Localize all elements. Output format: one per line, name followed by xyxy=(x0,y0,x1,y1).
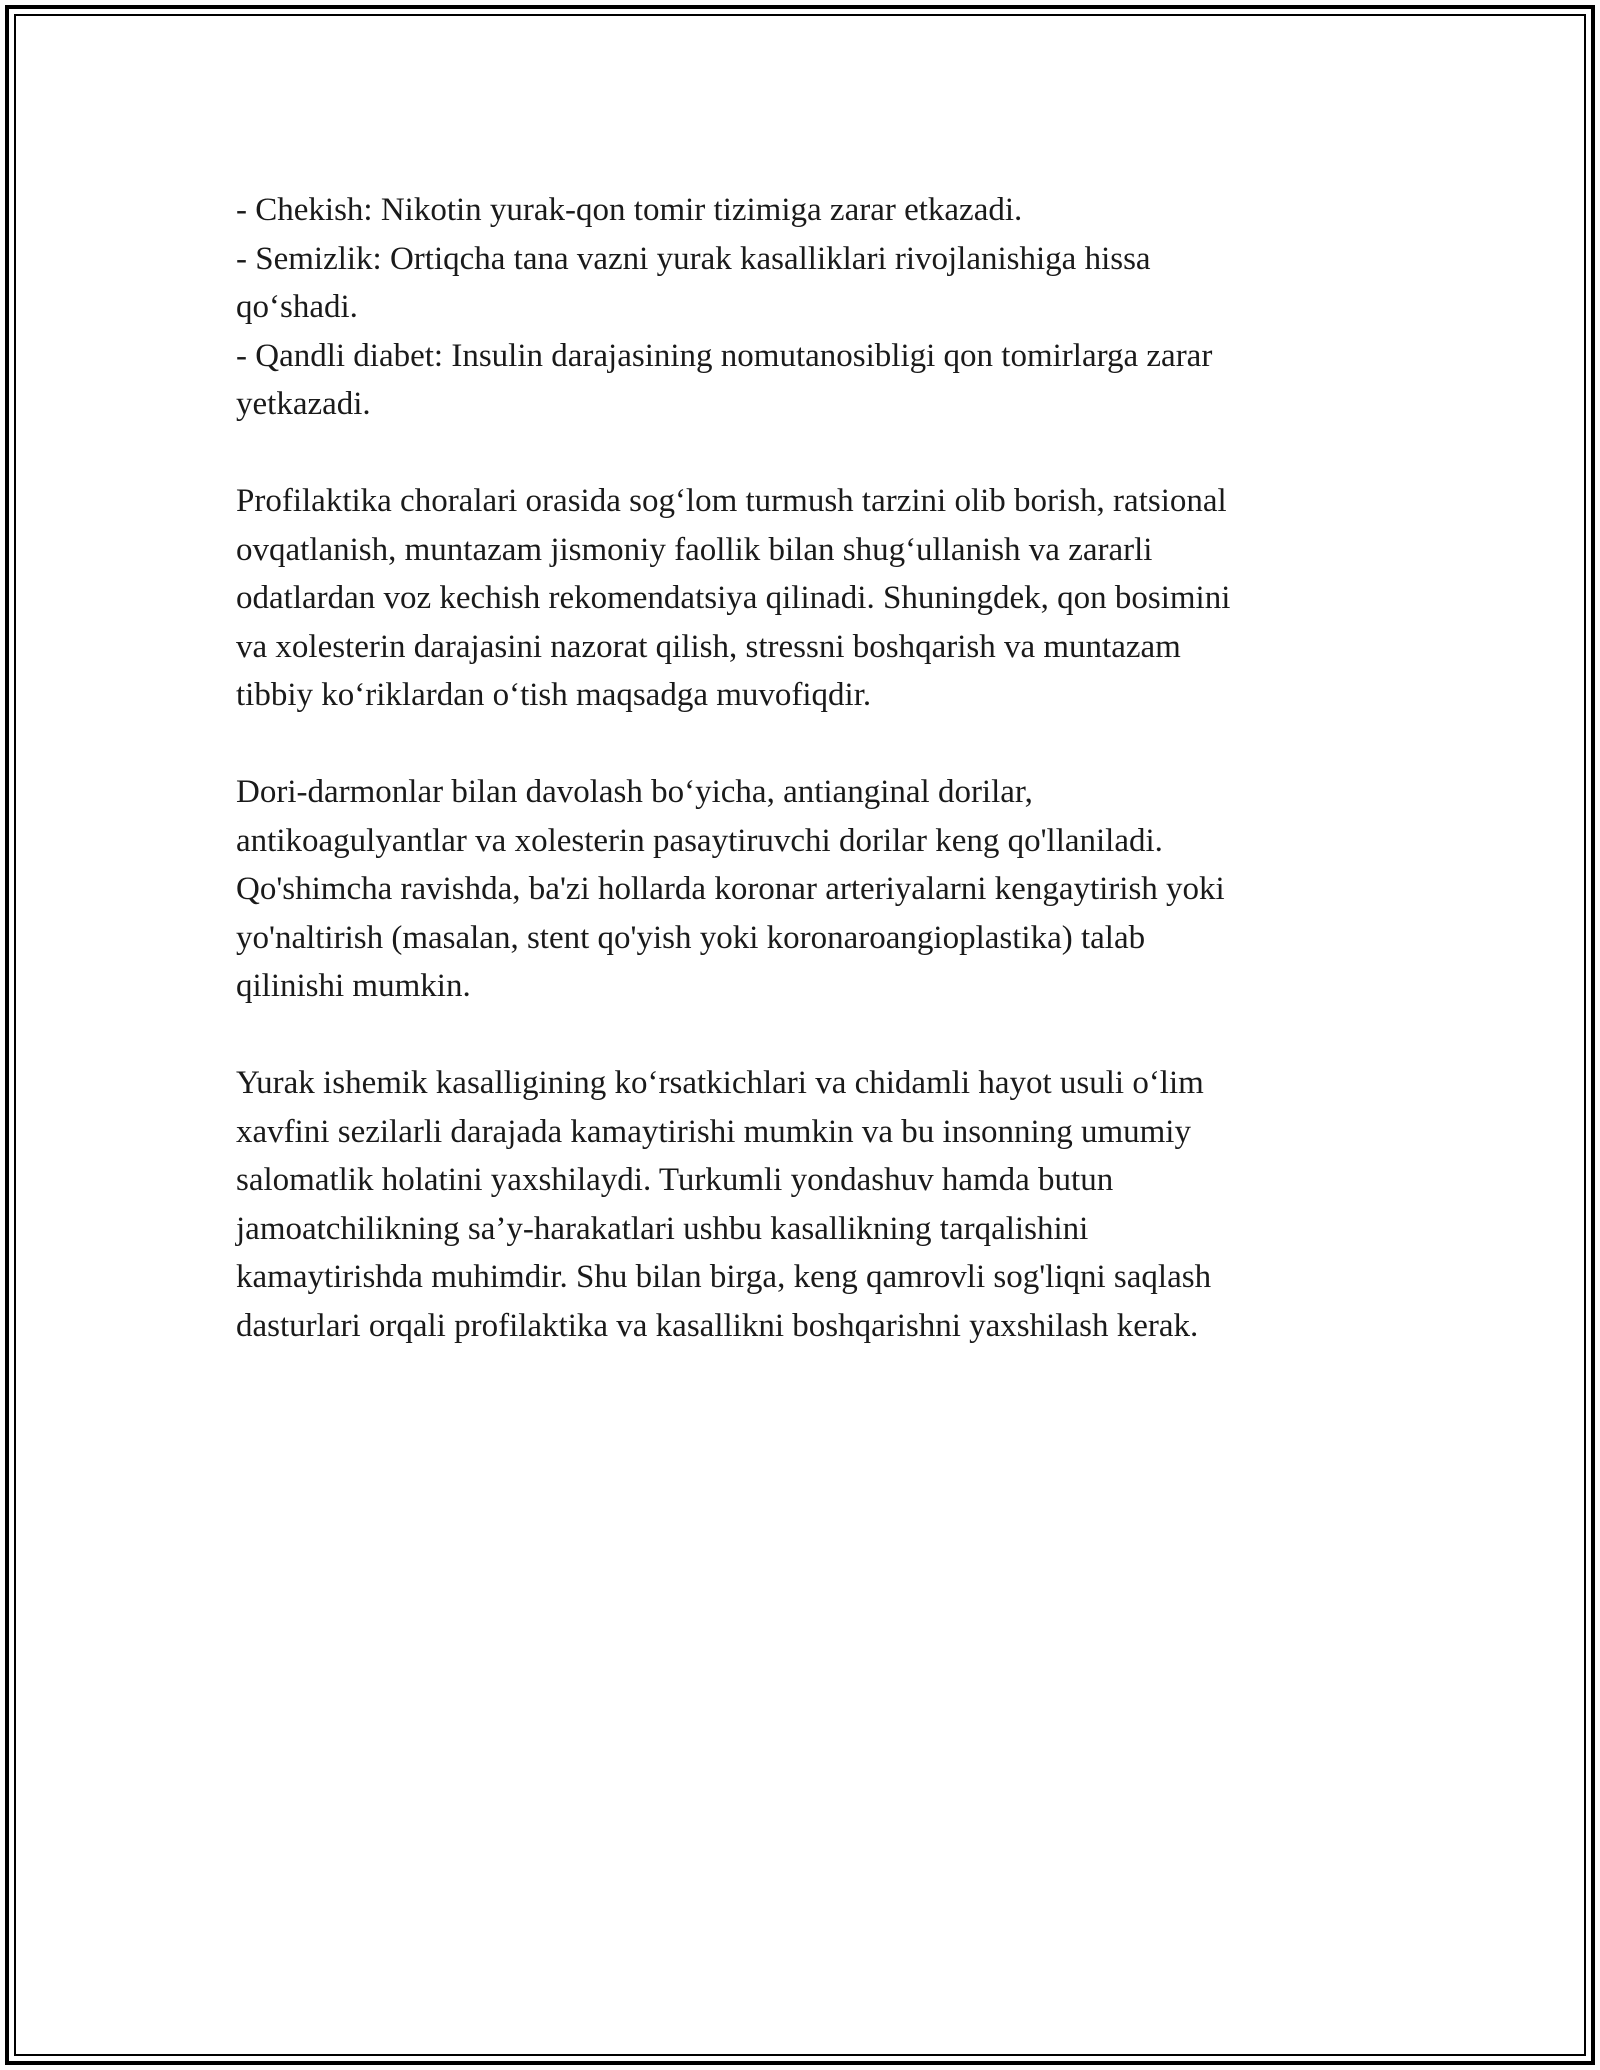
paragraph-prevention xyxy=(236,477,1356,720)
risk-factor-list xyxy=(236,186,1356,429)
paragraph-line: Profilaktika choralari orasida sog‘lom turmush tarzini olib borish, ratsional xyxy=(236,483,1227,519)
paragraph-line: ovqatlanish, muntazam jismoniy faollik bilan shug‘ullanish va zararli xyxy=(236,531,1153,568)
paragraph-line: odatlardan voz kechish rekomendatsiya qilinadi. Shuningdek, qon bosimini xyxy=(236,580,1231,616)
list-item-smoking xyxy=(236,186,1356,235)
paragraph-medication xyxy=(236,768,1356,1011)
paragraph-line: salomatlik holatini yaxshilaydi. Turkumli yondashuv hamda butun xyxy=(236,1162,1114,1198)
paragraph-line: va xolesterin darajasini nazorat qilish, stressni boshqarish va muntazam xyxy=(236,628,1181,665)
paragraph-line: Dori-darmonlar bilan davolash bo‘yicha, antianginal dorilar, xyxy=(236,774,1033,810)
paragraph-line: antikoagulyantlar va xolesterin pasaytiruvchi dorilar keng qo'llaniladi. xyxy=(236,822,1163,859)
paragraph-conclusion xyxy=(236,1059,1356,1350)
list-item-obesity xyxy=(236,235,1356,332)
list-item-line: yetkazadi. xyxy=(236,386,371,422)
document-body xyxy=(236,186,1356,1350)
list-item-line: qo‘shadi. xyxy=(236,289,358,325)
list-item-line: - Chekish: Nikotin yurak-qon tomir tizimiga zarar etkazadi. xyxy=(236,192,1023,228)
paragraph-line: Yurak ishemik kasalligining ko‘rsatkichlari va chidamli hayot usuli o‘lim xyxy=(236,1065,1204,1101)
paragraph-line: kamaytirishda muhimdir. Shu bilan birga, keng qamrovli sog'liqni saqlash xyxy=(236,1259,1212,1295)
list-item-line: - Semizlik: Ortiqcha tana vazni yurak kasalliklari rivojlanishiga hissa xyxy=(236,240,1151,277)
paragraph-spacer xyxy=(236,429,1356,478)
paragraph-line: tibbiy ko‘riklardan o‘tish maqsadga muvofiqdir. xyxy=(236,677,872,713)
paragraph-line: xavfini sezilarli darajada kamaytirishi mumkin va bu insonning umumiy xyxy=(236,1113,1191,1150)
paragraph-spacer xyxy=(236,1011,1356,1060)
paragraph-line: qilinishi mumkin. xyxy=(236,968,471,1004)
list-item-diabetes xyxy=(236,332,1356,429)
paragraph-line: Qo'shimcha ravishda, ba'zi hollarda koronar arteriyalarni kengaytirish yoki xyxy=(236,871,1225,907)
paragraph-line: yo'naltirish (masalan, stent qo'yish yoki koronaroangioplastika) talab xyxy=(236,919,1146,956)
paragraph-spacer xyxy=(236,720,1356,769)
paragraph-line: jamoatchilikning sa’y-harakatlari ushbu kasallikning tarqalishini xyxy=(236,1210,1089,1247)
paragraph-line: dasturlari orqali profilaktika va kasallikni boshqarishni yaxshilash kerak. xyxy=(236,1307,1199,1344)
list-item-line: - Qandli diabet: Insulin darajasining nomutanosibligi qon tomirlarga zarar xyxy=(236,337,1213,374)
